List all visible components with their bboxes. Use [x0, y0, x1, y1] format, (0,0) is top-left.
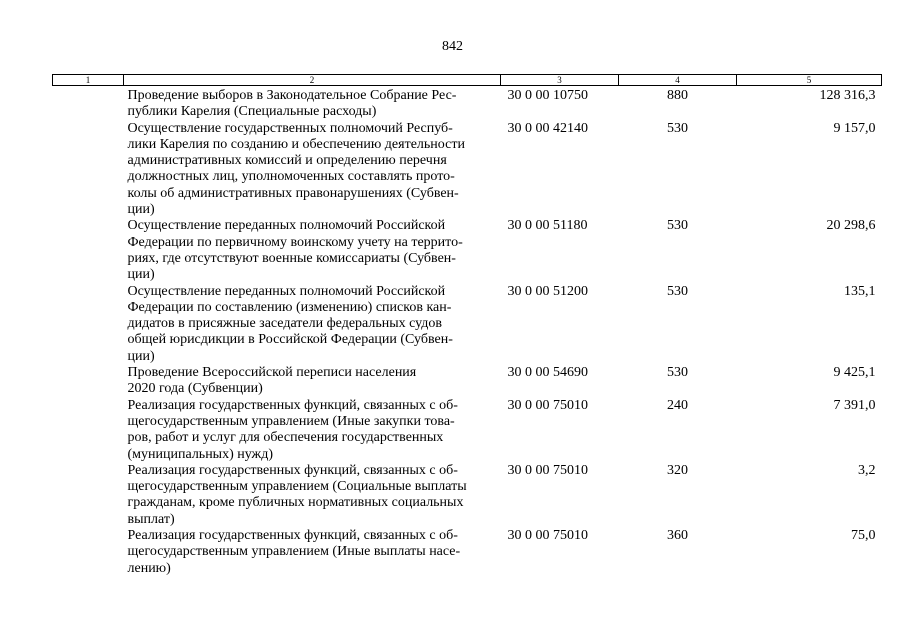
header-col-5: 5 — [737, 75, 882, 86]
table-row — [53, 121, 882, 219]
row-index-cell — [53, 365, 124, 398]
amount-cell: 9 425,1 — [833, 365, 876, 381]
code-cell: 30 0 00 42140 — [507, 120, 588, 136]
table-header — [53, 75, 882, 86]
table-row — [53, 86, 882, 121]
code-cell: 30 0 00 54690 — [507, 365, 588, 381]
amount-cell: 7 391,0 — [833, 397, 876, 413]
code-cell: 30 0 00 51200 — [507, 283, 588, 299]
table-row — [53, 218, 882, 283]
code-cell: 30 0 00 75010 — [507, 528, 588, 544]
table-row — [53, 365, 882, 398]
amount-cell: 20 298,6 — [826, 218, 876, 234]
budget-table — [52, 74, 882, 577]
description-cell: Реализация государственных функций, связанных с об- щегосударственным управлением (Иные выплаты насе- лению) — [127, 528, 461, 576]
table-row — [53, 398, 882, 463]
code-cell: 30 0 00 75010 — [507, 397, 588, 413]
row-index-cell — [53, 121, 124, 219]
row-index-cell — [53, 398, 124, 463]
type-cell: 530 — [667, 365, 688, 381]
table-body — [53, 86, 882, 577]
row-index-cell — [53, 528, 124, 577]
table-row — [53, 284, 882, 365]
description-cell: Осуществление переданных полномочий Российской Федерации по первичному воинскому учету на террито- риях, где отсутствуют военные комиссариаты (Субвен- ции) — [127, 218, 463, 283]
table-row — [53, 528, 882, 577]
code-cell: 30 0 00 75010 — [507, 462, 588, 478]
amount-cell: 128 316,3 — [819, 88, 876, 103]
header-col-1: 1 — [53, 75, 124, 86]
description-cell: Проведение выборов в Законодательное Собрание Рес- публики Карелия (Специальные расходы) — [127, 88, 457, 120]
row-index-cell — [53, 284, 124, 365]
page-number: 842 — [442, 39, 463, 54]
amount-cell: 75,0 — [851, 528, 876, 544]
type-cell: 530 — [667, 218, 688, 234]
type-cell: 240 — [667, 397, 688, 413]
type-cell: 360 — [667, 528, 688, 544]
description-cell: Осуществление переданных полномочий Российской Федерации по составлению (изменению) списков кан- дидатов в присяжные заседатели федеральных судов общей юрисдикции в Российской Федерации (Субвен- ции) — [127, 283, 453, 364]
header-row — [53, 75, 882, 86]
code-cell: 30 0 00 10750 — [507, 88, 588, 103]
type-cell: 530 — [667, 120, 688, 136]
type-cell: 530 — [667, 283, 688, 299]
row-index-cell — [53, 86, 124, 121]
description-cell: Проведение Всероссийской переписи населения 2020 года (Субвенции) — [127, 365, 417, 397]
code-cell: 30 0 00 51180 — [507, 218, 588, 234]
header-col-3: 3 — [501, 75, 619, 86]
description-cell: Реализация государственных функций, связанных с об- щегосударственным управлением (Иные закупки това- ров, работ и услуг для обеспечения государственных (муниципальных) нужд) — [127, 397, 458, 462]
description-cell: Осуществление государственных полномочий Респуб- лики Карелия по созданию и обеспечению деятельности административных комиссий и определению перечня должностных лиц, уполномоченных составлять прото- колы об административных правонарушениях (Субвен- ции) — [127, 120, 465, 218]
amount-cell: 3,2 — [858, 462, 876, 478]
amount-cell: 135,1 — [844, 283, 876, 299]
row-index-cell — [53, 218, 124, 283]
description-cell: Реализация государственных функций, связанных с об- щегосударственным управлением (Социальные выплаты гражданам, кроме публичных нормативных социальных выплат) — [127, 462, 467, 527]
table-row — [53, 463, 882, 528]
type-cell: 320 — [667, 462, 688, 478]
type-cell: 880 — [667, 88, 688, 103]
row-index-cell — [53, 463, 124, 528]
header-col-4: 4 — [619, 75, 737, 86]
header-col-2: 2 — [124, 75, 501, 86]
amount-cell: 9 157,0 — [833, 120, 876, 136]
